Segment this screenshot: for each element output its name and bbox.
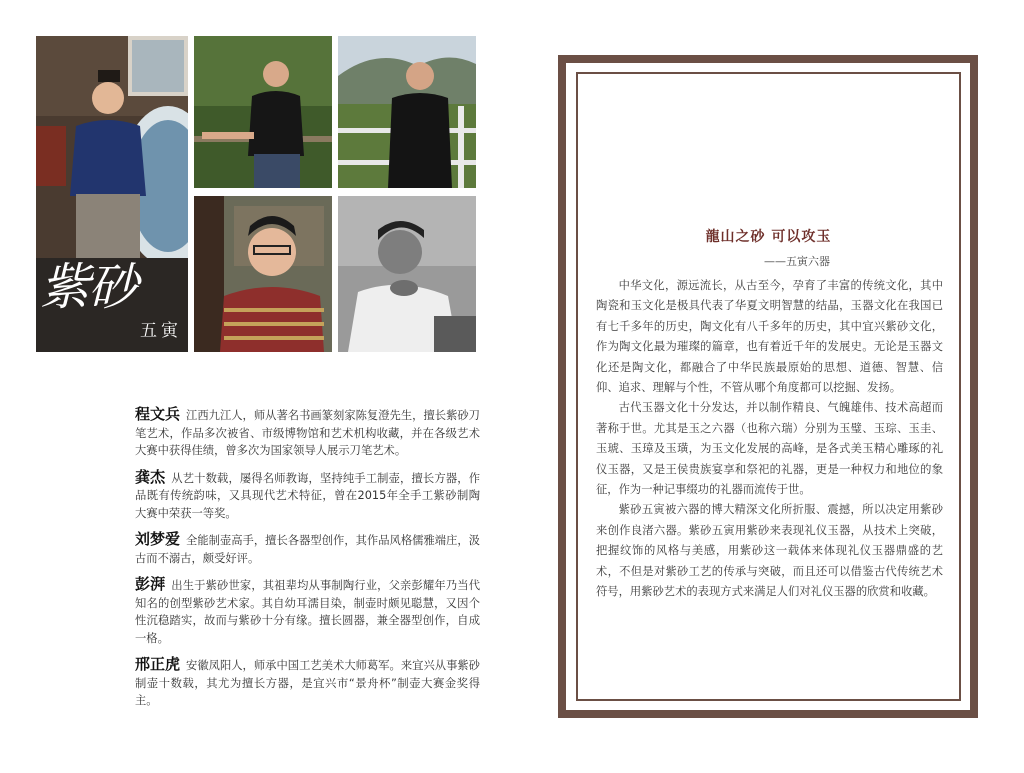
bio-text: 江西九江人，师从著名书画篆刻家陈复澄先生，擅长紫砂刀笔艺术，作品多次被省、市级博物馆和艺术机构收藏，并在各级艺术大赛中获得佳绩，曾多次为国家领导人展示刀笔艺术。: [135, 409, 480, 457]
bio-text: 全能制壶高手，擅长各器型创作，其作品风格儒雅端庄，汲古而不溺古，颇受好评。: [135, 534, 480, 565]
title-calligraphy: 紫砂: [40, 258, 136, 316]
artist-bios: [135, 406, 480, 719]
bio-text: 出生于紫砂世家，其祖辈均从事制陶行业，父亲彭耀年乃当代知名的创型紫砂艺术家。其自幼耳濡目染，制壶时颇见聪慧，又因个性沉稳踏实，故而与紫砂十分有缘。擅长圆器，兼全器型创作，自成一格。: [135, 579, 480, 645]
bio-entry: [135, 406, 480, 460]
essay-paragraph: 紫砂五寅被六器的博大精深文化所折服、震撼，所以决定用紫砂来创作良渚六器。紫砂五寅用紫砂来表现礼仪玉器，从技术上突破，把握纹饰的风格与美感，用紫砂这一载体来体现礼仪玉器鼎盛的艺术，不但是对紫砂工艺的传承与突破，而且还可以借鉴古代传统艺术符号，用紫砂艺术的表现方式来满足人们对礼仪玉器的欣赏和收藏。: [596, 503, 943, 599]
bio-entry: [135, 531, 480, 567]
bio-entry: [135, 469, 480, 523]
photo-portrait-1: [36, 36, 188, 258]
bio-name: 邢正虎: [135, 655, 181, 673]
bio-text: 从艺十数载，屡得名师教诲，坚持纯手工制壶，擅长方器，作品既有传统韵味，又具现代艺术特征，曾在2015年全手工紫砂制陶大赛中荣获一等奖。: [135, 471, 480, 520]
bio-name: 龚杰: [135, 467, 166, 486]
essay-body: [596, 276, 943, 603]
bio-entry: [135, 656, 480, 710]
bio-text: 安徽凤阳人，师承中国工艺美术大师葛军。来宜兴从事紫砂制壶十数载，其尤为擅长方器，是宜兴市“景舟杯”制壶大赛金奖得主。: [135, 659, 480, 707]
essay-paragraph: 中华文化，源远流长，从古至今，孕育了丰富的传统文化，其中陶瓷和玉文化是极具代表了华夏文明智慧的结晶，玉器文化在我国已有七千多年的历史，陶文化有八千多年的历史，其中宜兴紫砂文化，作为陶文化最为璀璨的篇章，也有着近千年的发展史。无论是玉器文化还是陶文化，都融合了中华民族最原始的思想、道德、智慧、信仰、追求、理解与个性，不管从哪个角度都可以挖掘、发扬。: [596, 279, 943, 395]
bio-name: 彭湃: [135, 575, 166, 593]
bio-name: 程文兵: [135, 405, 181, 423]
essay-title: 龍山之砂 可以攻玉: [705, 229, 832, 245]
essay-subtitle: ——五寅六器: [764, 255, 830, 268]
photo-portrait-4: [194, 196, 332, 352]
title-panel: [36, 258, 188, 352]
bio-name: 刘梦爱: [135, 530, 181, 548]
photo-portrait-2: [194, 36, 332, 188]
bio-entry: [135, 576, 480, 647]
photo-portrait-5: [338, 196, 476, 352]
essay-paragraph: 古代玉器文化十分发达，并以制作精良、气魄雄伟、技术高超而著称于世。尤其是玉之六器（也称六瑞）分别为玉璧、玉琮、玉圭、玉琥、玉璋及玉璜，为玉文化发展的高峰，是各式美玉精心雕琢的礼仪玉器，又是王侯贵族宴享和祭祀的礼器，更是一种权力和地位的象征，作为一种记事缀功的礼器而流传于世。: [596, 401, 943, 497]
title-brand: 五寅: [140, 321, 182, 341]
photo-portrait-3: [338, 36, 476, 188]
